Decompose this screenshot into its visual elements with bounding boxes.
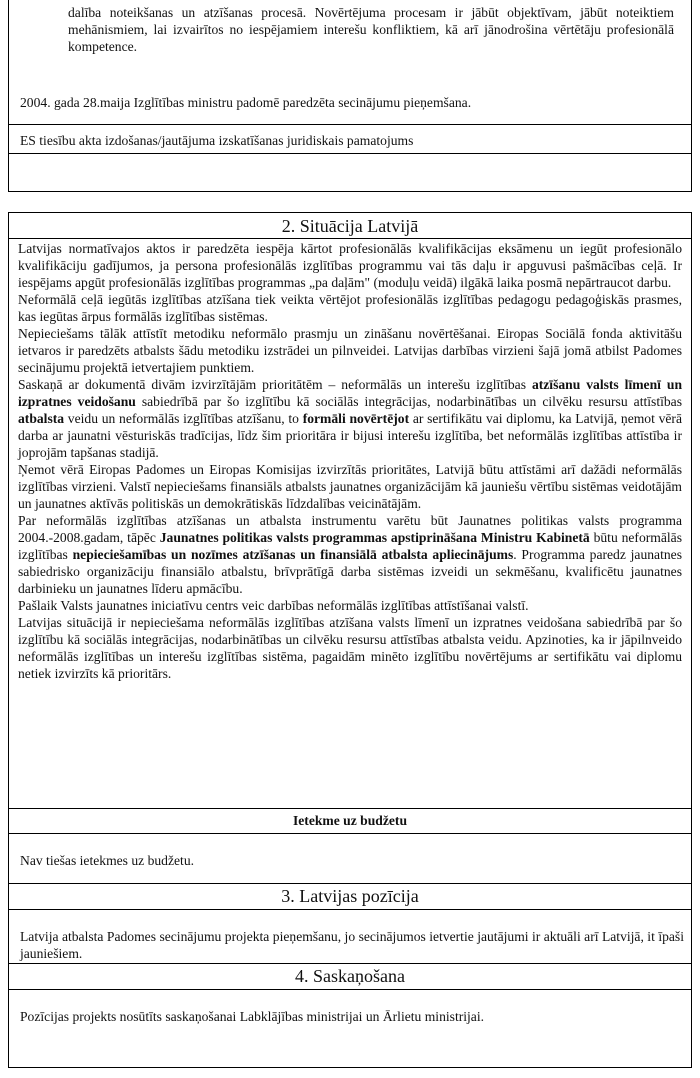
situation-paragraph-6	[18, 512, 682, 597]
divider-budget-top	[8, 808, 692, 809]
situation-paragraph-1: Latvijas normatīvajos aktos ir paredzēta iespēja kārtot profesionālās kvalifikācijas eksāmenu un iegūt profesionālo kvalifikāciju gadījumos, ja persona profesionālās izglītības programmu vai tās daļu ir apguvusi pašmācības ceļā. Ir iespējams apgūt profesionālās izglītības programmas „pa daļām" (moduļu veidā) ilgākā laika posmā nepārtraucot darbu.	[18, 241, 682, 290]
section-heading-situation: 2. Situācija Latvijā	[281, 216, 419, 236]
top-table-divider-1	[8, 124, 692, 125]
p6-bold-confirmation: nepieciešamības un nozīmes atzīšanas un finansiālā atbalsta apliecinājums	[72, 547, 514, 562]
section-heading-position: 3. Latvijas pozīcija	[281, 886, 419, 906]
p6-bold-programme: Jaunatnes politikas valsts programmas apstiprināšana Ministru Kabinetā	[159, 530, 590, 545]
p4-text-g: ar sertifikātu vai diplomu, ka Latvijā, ņemot vērā darba ar jaunatni vēsturiskās tradīcijas, līdz šim prioritāra ir bijusi interešu izglītība, bet neformālās izglītības attīstība ir joprojām tapšanas stadijā.	[18, 411, 682, 460]
p6-text-e: . Programma paredz jaunatnes sabiedrisko organizāciju finansiālo atbalstu, brīvprātīgā darba sistēmas izveidi un sekmēšanu, kvalificētu jaunatnes darbinieku un jaunatnes līderu apmācību.	[18, 547, 682, 596]
p4-text-e: veidu un neformālās izglītības atzīšanu, to	[64, 411, 303, 426]
budget-heading: Ietekme uz budžetu	[292, 813, 408, 828]
p4-bold-support: atbalsta	[18, 411, 65, 426]
p6-text-c: būtu neformālās izglītības	[18, 530, 682, 562]
top-table-divider-2	[8, 153, 692, 154]
position-text: Latvija atbalsta Padomes secinājumu projekta pieņemšanu, jo secinājumos ietvertie jautājumi ir aktuāli arī Latvijā, it īpaši jauniešiem.	[20, 929, 684, 961]
p4-bold-formal: formāli novērtējot	[302, 411, 410, 426]
p4-text-a: Saskaņā ar dokumentā divām izvirzītājām prioritātēm – neformālās un interešu izglītības	[18, 377, 532, 392]
legal-basis-heading: ES tiesību akta izdošanas/jautājuma izskatīšanas juridiskais pamatojums	[20, 133, 414, 148]
situation-paragraph-2: Neformālā ceļā iegūtās izglītības atzīšana tiek veikta vērtējot profesionālās izglītības pedagogu pedagoģiskās prasmes, kas iegūtas ārpus formālās izglītības sistēmas.	[18, 292, 682, 324]
divider-situation	[8, 238, 692, 239]
coordination-text: Pozīcijas projekts nosūtīts saskaņošanai Labklājības ministrijai un Ārlietu ministrijai.	[20, 1009, 485, 1024]
situation-paragraph-7: Pašlaik Valsts jaunatnes iniciatīvu centrs veic darbības neformālās izglītības attīstīšanai valstī.	[18, 598, 529, 613]
p4-bold-recognition: atzīšanu valsts līmenī un izpratnes veidošanu	[18, 377, 683, 409]
divider-coordination-top	[8, 963, 692, 964]
divider-position-top	[8, 883, 692, 884]
divider-budget-bottom	[8, 833, 692, 834]
date-paragraph: 2004. gada 28.maija Izglītības ministru padomē paredzēta secinājumu pieņemšana.	[20, 95, 472, 110]
p6-text-a: Par neformālās izglītības atzīšanas un atbalsta instrumentu varētu būt Jaunatnes politikas valsts programma 2004.-2008.gadam, tāpēc	[18, 513, 682, 545]
budget-text: Nav tiešas ietekmes uz budžetu.	[20, 853, 195, 868]
divider-coordination-bottom	[8, 989, 692, 990]
divider-position-bottom	[8, 909, 692, 910]
situation-paragraph-3: Nepieciešams tālāk attīstīt metodiku neformālo prasmju un zināšanu novērtēšanai. Eiropas Sociālā fonda aktivitāšu ietvaros ir paredzēts atbalsts šādu metodiku izstrādei un pilnveidei. Latvijas darbības virzieni šajā jomā atbilst Padomes secinājumu projektā ietvertajiem punktiem.	[18, 326, 682, 375]
situation-paragraph-8: Latvijas situācijā ir nepieciešama neformālās izglītības atzīšana valsts līmenī un izpratnes veidošana sabiedrībā par šo izglītību kā sociālās integrācijas, nodarbinātības un cilvēku resursu attīstības atbalsta veidu. Apzinoties, ka ir jāpilnveido neformālās izglītības un interešu izglītības sistēma, pagaidām minēto izglītību novērtējums ar sertifikātu vai diplomu netiek izvirzīts kā prioritārs.	[18, 615, 682, 681]
section-heading-coordination: 4. Saskaņošana	[295, 966, 405, 986]
p4-text-c: sabiedrībā par šo izglītību kā sociālās integrācijas, nodarbinātības un cilvēku resursu attīstības	[135, 394, 682, 409]
intro-paragraph: dalība noteikšanas un atzīšanas procesā. Novērtējuma procesam ir jābūt objektīvam, jābūt noteiktiem mehānismiem, lai izvairītos no iespējamiem interešu konfliktiem, kā arī jānodrošina vērtētāju profesionālā kompetence.	[68, 5, 674, 54]
situation-body	[18, 240, 682, 682]
situation-paragraph-5: Ņemot vērā Eiropas Padomes un Eiropas Komisijas izvirzītās prioritātes, Latvijā būtu attīstāmi arī dažādi neformālās izglītības virzieni. Valstī nepieciešams finansiāls atbalsts jaunatnes organizācijām kā jauniešu vērtību sistēmas veidotājām un jaunatnes aktīvās politiskās un demokrātiskās līdzdalības veicinātājām.	[18, 462, 682, 511]
situation-paragraph-4	[18, 376, 682, 461]
